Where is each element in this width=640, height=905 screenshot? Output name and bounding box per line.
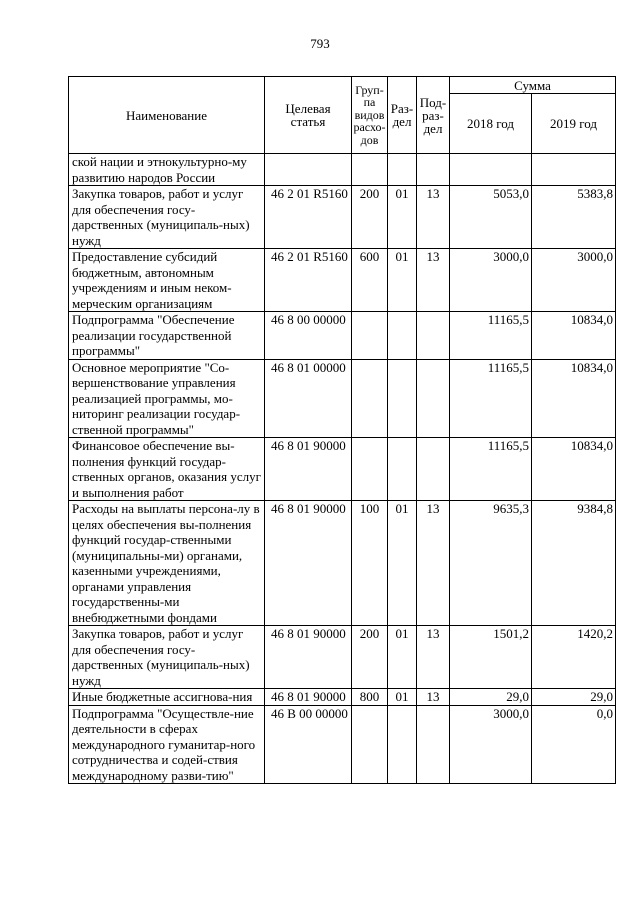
- row-section: [388, 312, 417, 360]
- row-section: 01: [388, 689, 417, 706]
- row-target-article: 46 2 01 R5160: [265, 186, 352, 249]
- row-subsection: 13: [417, 501, 450, 626]
- row-sum-2018: 11165,5: [450, 312, 532, 360]
- row-subsection: [417, 312, 450, 360]
- table-row: [69, 186, 616, 249]
- header-expense-group: Груп-па видов расхо-дов: [352, 77, 388, 154]
- row-sum-2018: 1501,2: [450, 626, 532, 689]
- row-sum-2018: 9635,3: [450, 501, 532, 626]
- row-expense-group: 200: [352, 626, 388, 689]
- row-name: Закупка товаров, работ и услуг для обеспечения госу-дарственных (муниципаль-ных) нужд: [69, 626, 265, 689]
- row-target-article: [265, 154, 352, 186]
- budget-table: [68, 76, 616, 784]
- row-target-article: 46 8 01 90000: [265, 438, 352, 501]
- row-subsection: [417, 438, 450, 501]
- table-row: [69, 154, 616, 186]
- row-name: Основное мероприятие "Со-вершенствование управления реализацией программы, мо-ниторинг реализации государ-ственной программы": [69, 359, 265, 438]
- row-section: 01: [388, 626, 417, 689]
- row-sum-2019: [532, 154, 616, 186]
- row-section: 01: [388, 249, 417, 312]
- row-sum-2019: 0,0: [532, 705, 616, 784]
- row-name: Подпрограмма "Обеспечение реализации государственной программы": [69, 312, 265, 360]
- row-sum-2018: 11165,5: [450, 438, 532, 501]
- row-sum-2018: 3000,0: [450, 705, 532, 784]
- row-subsection: 13: [417, 186, 450, 249]
- row-expense-group: 100: [352, 501, 388, 626]
- table-row: [69, 359, 616, 438]
- row-section: [388, 705, 417, 784]
- row-subsection: [417, 154, 450, 186]
- row-name: ской нации и этнокультурно-му развитию народов России: [69, 154, 265, 186]
- row-expense-group: [352, 705, 388, 784]
- row-sum-2019: 1420,2: [532, 626, 616, 689]
- row-section: [388, 154, 417, 186]
- row-target-article: 46 8 01 00000: [265, 359, 352, 438]
- row-section: 01: [388, 501, 417, 626]
- row-expense-group: [352, 438, 388, 501]
- row-sum-2018: 3000,0: [450, 249, 532, 312]
- row-target-article: 46 2 01 R5160: [265, 249, 352, 312]
- header-sum: Сумма: [450, 77, 616, 94]
- header-year-2018: 2018 год: [450, 94, 532, 154]
- row-expense-group: [352, 359, 388, 438]
- row-name: Подпрограмма "Осуществле-ние деятельности в сферах международного гуманитар-ного сотрудничества и содей-ствия международному разви-тию": [69, 705, 265, 784]
- row-name: Расходы на выплаты персона-лу в целях обеспечения вы-полнения функций государ-ственными (муниципальны-ми) органами, казенными учреждениями, органами управления государственны-ми внебюджетными фондами: [69, 501, 265, 626]
- header-name: Наименование: [69, 77, 265, 154]
- row-expense-group: 600: [352, 249, 388, 312]
- row-sum-2019: 5383,8: [532, 186, 616, 249]
- header-section: Раз-дел: [388, 77, 417, 154]
- table-row: [69, 626, 616, 689]
- table-row: [69, 705, 616, 784]
- table-row: [69, 312, 616, 360]
- row-expense-group: 200: [352, 186, 388, 249]
- row-sum-2019: 10834,0: [532, 312, 616, 360]
- row-name: Предоставление субсидий бюджетным, автономным учреждениям и иным неком-мерческим организациям: [69, 249, 265, 312]
- row-sum-2018: 5053,0: [450, 186, 532, 249]
- row-sum-2018: 29,0: [450, 689, 532, 706]
- row-sum-2019: 10834,0: [532, 438, 616, 501]
- row-section: [388, 359, 417, 438]
- table-row: [69, 249, 616, 312]
- row-sum-2019: 3000,0: [532, 249, 616, 312]
- header-year-2019: 2019 год: [532, 94, 616, 154]
- row-subsection: 13: [417, 626, 450, 689]
- header-target-article: Целевая статья: [265, 77, 352, 154]
- row-section: 01: [388, 186, 417, 249]
- header-subsection: Под-раз-дел: [417, 77, 450, 154]
- table-row: [69, 501, 616, 626]
- row-sum-2018: 11165,5: [450, 359, 532, 438]
- row-subsection: [417, 359, 450, 438]
- row-target-article: 46 8 01 90000: [265, 501, 352, 626]
- row-section: [388, 438, 417, 501]
- row-name: Закупка товаров, работ и услуг для обеспечения госу-дарственных (муниципаль-ных) нужд: [69, 186, 265, 249]
- row-target-article: 46 8 00 00000: [265, 312, 352, 360]
- row-subsection: [417, 705, 450, 784]
- row-target-article: 46 В 00 00000: [265, 705, 352, 784]
- row-expense-group: [352, 312, 388, 360]
- row-expense-group: 800: [352, 689, 388, 706]
- table-row: [69, 438, 616, 501]
- row-expense-group: [352, 154, 388, 186]
- row-name: Иные бюджетные ассигнова-ния: [69, 689, 265, 706]
- row-sum-2018: [450, 154, 532, 186]
- row-sum-2019: 10834,0: [532, 359, 616, 438]
- page-number: 793: [310, 36, 330, 51]
- row-target-article: 46 8 01 90000: [265, 689, 352, 706]
- row-subsection: 13: [417, 689, 450, 706]
- row-target-article: 46 8 01 90000: [265, 626, 352, 689]
- row-subsection: 13: [417, 249, 450, 312]
- table-row: [69, 689, 616, 706]
- row-sum-2019: 9384,8: [532, 501, 616, 626]
- row-sum-2019: 29,0: [532, 689, 616, 706]
- row-name: Финансовое обеспечение вы-полнения функций государ-ственных органов, оказания услуг и выполнения работ: [69, 438, 265, 501]
